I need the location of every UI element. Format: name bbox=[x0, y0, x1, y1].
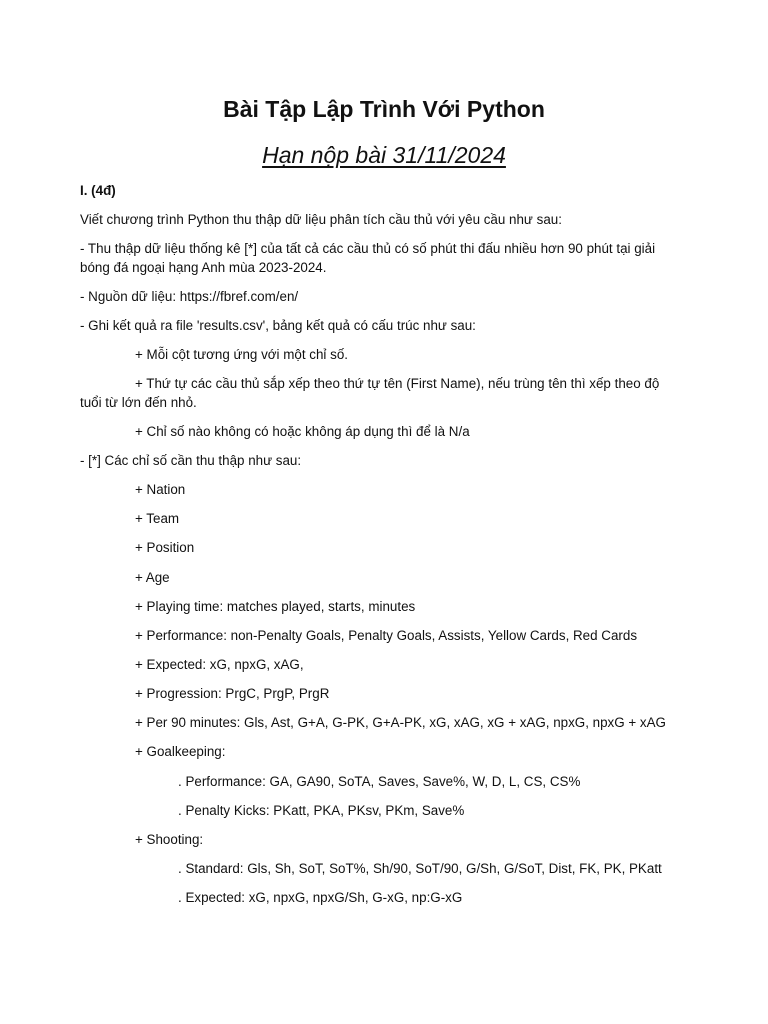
metric-item-performance: + Performance: non-Penalty Goals, Penalty Goals, Assists, Yellow Cards, Red Cards bbox=[135, 628, 638, 643]
output-rule-item: + Mỗi cột tương ứng với một chỉ số. bbox=[135, 347, 348, 362]
deadline-subtitle: Hạn nộp bài 31/11/2024 bbox=[262, 142, 506, 168]
metric-subitem-shooting-expected: . Expected: xG, npxG, npxG/Sh, G-xG, np:G-xG bbox=[178, 890, 463, 905]
metric-item-expected: + Expected: xG, npxG, xAG, bbox=[135, 657, 304, 672]
metric-subitem-shooting-standard: . Standard: Gls, Sh, SoT, SoT%, Sh/90, SoT/90, G/Sh, G/SoT, Dist, FK, PK, PKatt bbox=[178, 861, 662, 876]
metric-item-shooting: + Shooting: bbox=[135, 832, 204, 847]
document-title: Bài Tập Lập Trình Với Python bbox=[223, 96, 545, 122]
output-rule-item: + Thứ tự các cầu thủ sắp xếp theo thứ tự tên (First Name), nếu trùng tên thì xếp theo độ tuổi từ lớn đến nhỏ. bbox=[80, 376, 660, 410]
metric-subitem-gk-penalty: . Penalty Kicks: PKatt, PKA, PKsv, PKm, Save% bbox=[178, 803, 465, 818]
metric-item-progression: + Progression: PrgC, PrgP, PrgR bbox=[135, 686, 330, 701]
metric-subitem-gk-performance: . Performance: GA, GA90, SoTA, Saves, Save%, W, D, L, CS, CS% bbox=[178, 774, 581, 789]
metric-item-team: + Team bbox=[135, 511, 180, 526]
requirement-output: - Ghi kết quả ra file 'results.csv', bảng kết quả có cấu trúc như sau: bbox=[80, 318, 476, 333]
metric-item-playing-time: + Playing time: matches played, starts, minutes bbox=[135, 599, 416, 614]
metric-item-goalkeeping: + Goalkeeping: bbox=[135, 744, 226, 759]
metric-item-per-90: + Per 90 minutes: Gls, Ast, G+A, G-PK, G+A-PK, xG, xAG, xG + xAG, npxG, npxG + xAG bbox=[135, 715, 666, 730]
requirement-source: - Nguồn dữ liệu: https://fbref.com/en/ bbox=[80, 289, 299, 304]
intro-paragraph: Viết chương trình Python thu thập dữ liệu phân tích cầu thủ với yêu cầu như sau: bbox=[80, 212, 562, 227]
output-rule-item: + Chỉ số nào không có hoặc không áp dụng thì để là N/a bbox=[135, 424, 470, 439]
metric-item-position: + Position bbox=[135, 540, 195, 555]
metrics-heading: - [*] Các chỉ số cần thu thập như sau: bbox=[80, 453, 302, 468]
section-heading: I. (4đ) bbox=[80, 183, 116, 198]
metric-item-nation: + Nation bbox=[135, 482, 186, 497]
requirement-collect: - Thu thập dữ liệu thống kê [*] của tất cả các cầu thủ có số phút thi đấu nhiều hơn 90 phút tại giải bóng đá ngoại hạng Anh mùa 2023-2024. bbox=[80, 241, 656, 275]
metric-item-age: + Age bbox=[135, 570, 170, 585]
